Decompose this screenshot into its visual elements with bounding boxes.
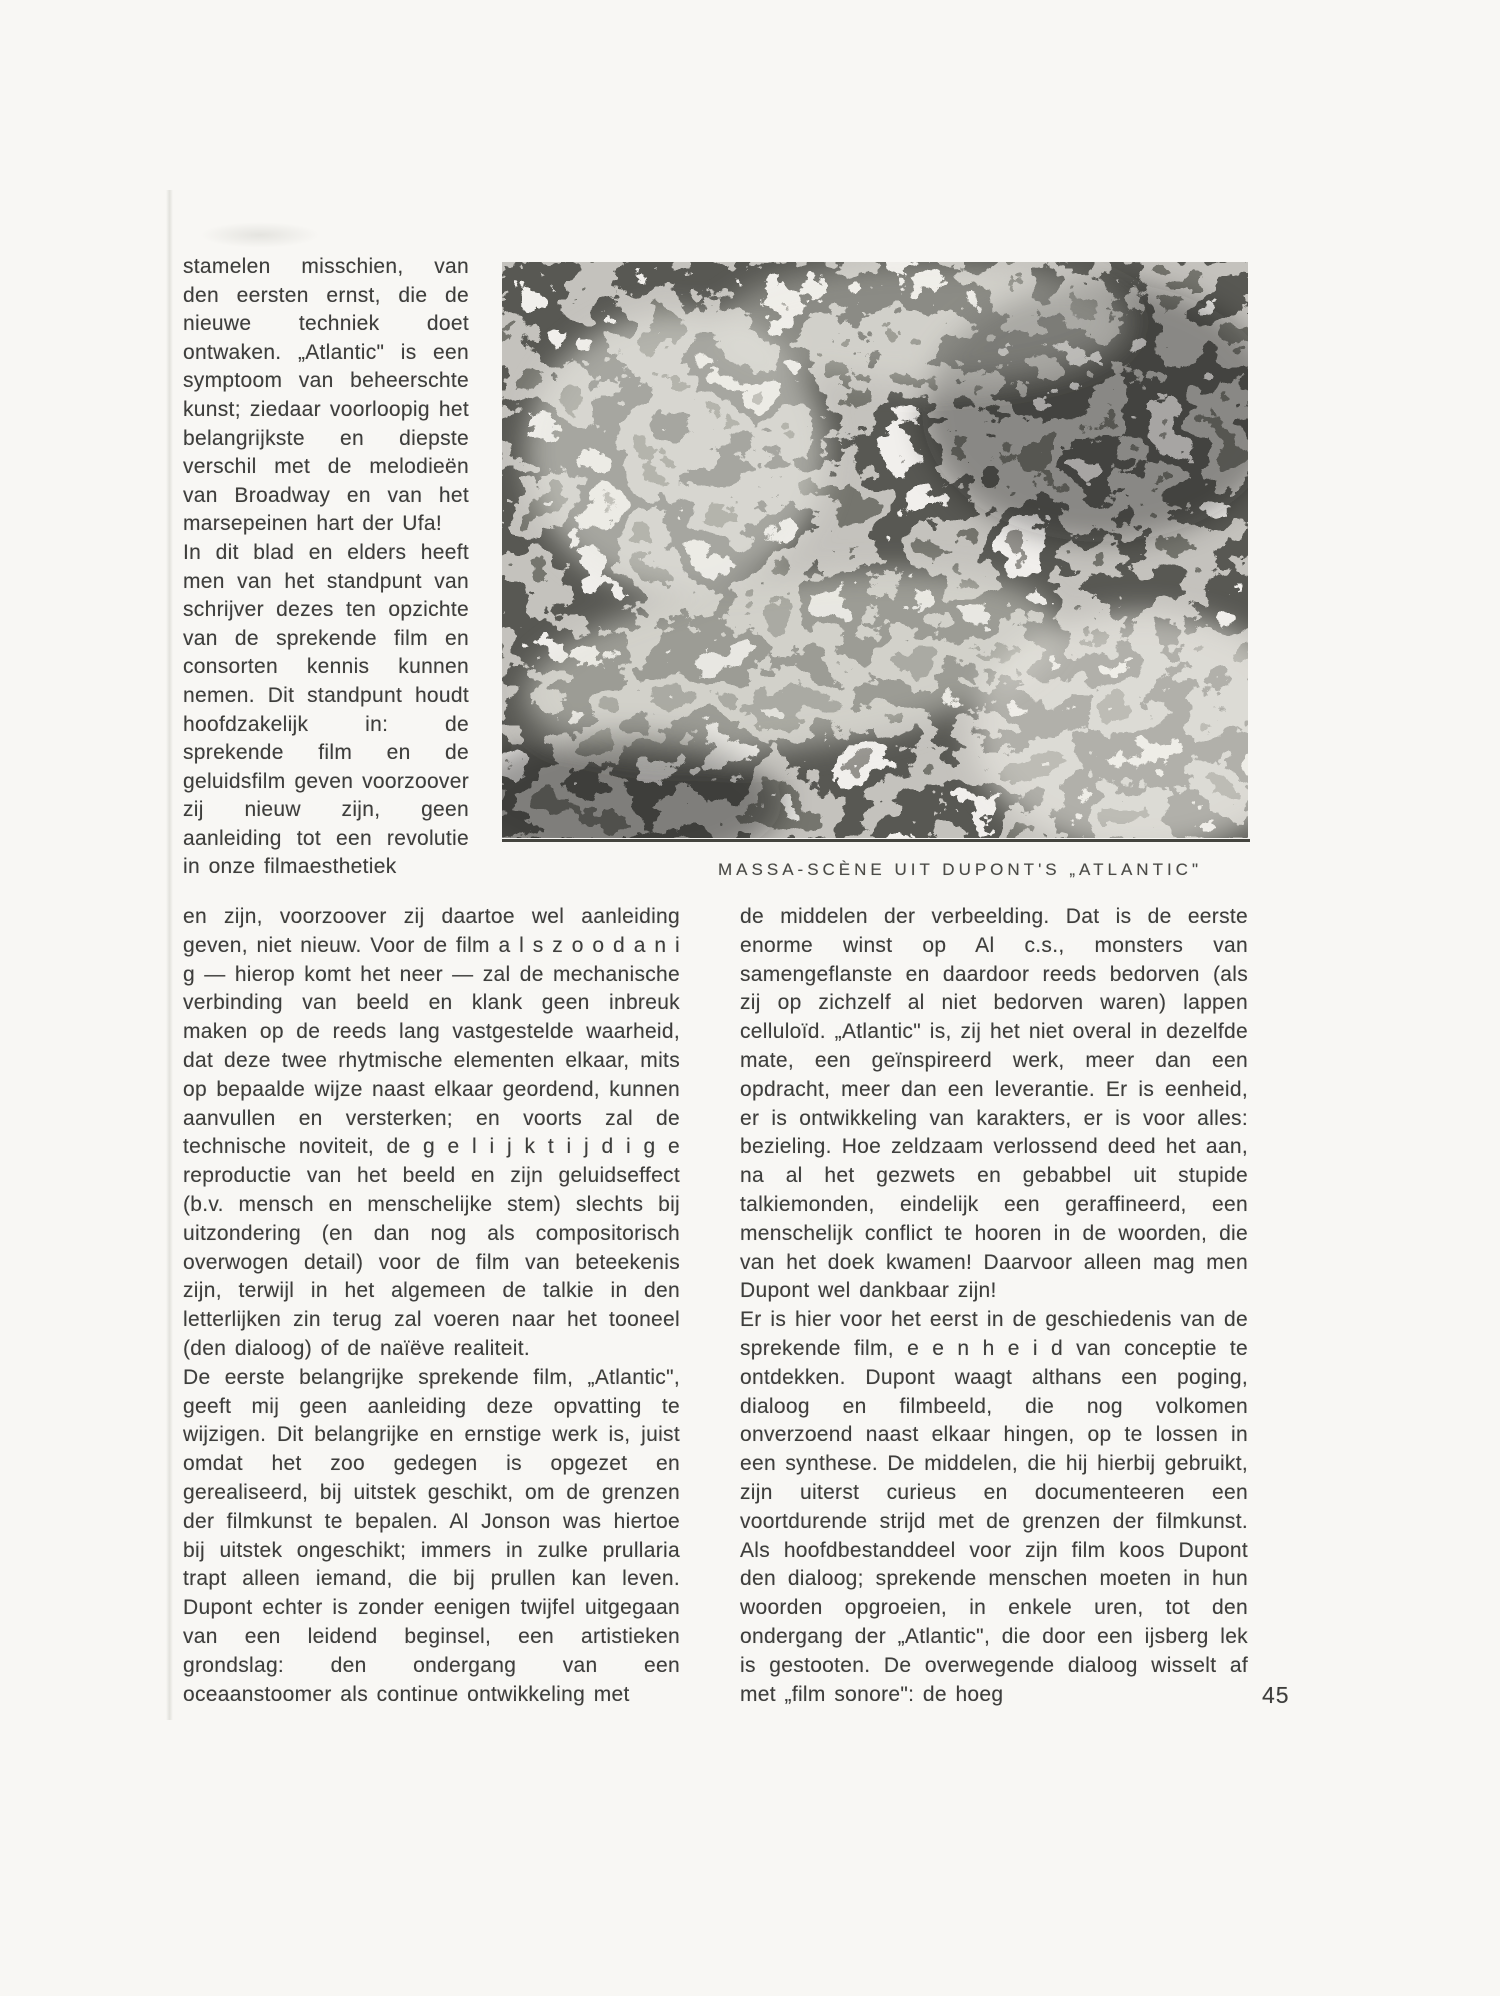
scan-artifact-streak [166,190,173,1720]
paragraph: De eerste belangrijke sprekende film, „Atlantic", geeft mij geen aanleiding deze opvatting te wijzigen. Dit belangrijke en ernstige werk is, juist omdat het zoo gedegen is opgezet en gerealiseerd, bij uitstek geschikt, om de grenzen der filmkunst te bepalen. Al Jonson was hiertoe bij uitstek ongeschikt; immers in zulke prullaria trapt alleen iemand, die bij prullen kan leven. Dupont echter is zonder eenigen twijfel uitgegaan van een leidend beginsel, een artistieken grondslag: den ondergang van een oceaanstoomer als continue ontwikkeling met [183,1365,680,1706]
narrow-text-column [183,253,469,882]
paragraph: en zijn, voorzoover zij daartoe wel aanleiding geven, niet nieuw. Voor de film a l s z o o d a n i g — hierop komt het neer — zal de mechanische verbinding van beeld en klank geen inbreuk maken op de reeds lang vastgestelde waarheid, dat deze twee rhytmische elementen elkaar, mits op bepaalde wijze naast elkaar geordend, kunnen aanvullen en versterken; en voorts zal de technische noviteit, de g e l i j k t i j d i g e reproductie van het beeld en zijn geluidseffect (b.v. mensch en menschelijke stem) slechts bij uitzondering (en dan nog als compositorisch overwogen detail) voor de film van beteekenis zijn, terwijl in het algemeen de talkie in den letterlijken zin terug zal voeren naar het tooneel (den dialoog) of de naïëve realiteit. [183,905,680,1360]
photo-caption: MASSA-SCÈNE UIT DUPONT'S „ATLANTIC" [718,860,1202,879]
paragraph: Er is hier voor het eerst in de geschiedenis van de sprekende film, e e n h e i d van conceptie te ontdekken. Dupont waagt althans een poging, dialoog en filmbeeld, die nog volkomen onverzoend naast elkaar hingen, op te lossen in een synthese. De middelen, die hij hierbij gebruikt, zijn uiterst curieus en documenteeren een voortdurende strijd met de grenzen der filmkunst. Als hoofdbestanddeel voor zijn film koos Dupont den dialoog; sprekende menschen moeten in hun woorden opgroeien, in enkele uren, tot den ondergang der „Atlantic", die door een ijsberg lek is gestooten. De overwegende dialoog wisselt af met „film sonore": de hoeg [740,1308,1248,1706]
massa-scene-photo [502,262,1248,838]
body-right-column [740,903,1248,1709]
paragraph: stamelen misschien, van den eersten ernst, die de nieuwe techniek doet ontwaken. „Atlantic" is een symptoom van beheerschte kunst; ziedaar voorloopig het belangrijkste en diepste verschil met de melodieën van Broadway en van het marsepeinen hart der Ufa! [183,255,469,536]
scan-artifact-smudge [200,222,320,248]
paragraph: de middelen der verbeelding. Dat is de eerste enorme winst op Al c.s., monsters van samengeflanste en daardoor reeds bedorven (als zij op zichzelf al niet bedorven waren) lappen celluloïd. „Atlantic" is, zij het niet overal in dezelfde mate, een geïnspireerd werk, meer dan een opdracht, meer dan een leverantie. Er is eenheid, er is ontwikkeling van karakters, er is voor alles: bezieling. Hoe zeldzaam verlossend deed het aan, na al het gezwets en gebabbel uit stupide talkiemonden, eindelijk een geraffineerd, een menschelijk conflict te hooren in de woorden, die van het doek kwamen! Daarvoor alleen mag men Dupont wel dankbaar zijn! [740,905,1248,1303]
photo-texture [502,262,1248,838]
body-left-column [183,903,680,1709]
photo-bottom-rule [502,839,1250,842]
paragraph: In dit blad en elders heeft men van het standpunt van schrijver dezes ten opzichte van de sprekende film en consorten kennis kunnen nemen. Dit standpunt houdt hoofdzakelijk in: de sprekende film en de geluidsfilm geven voorzoover zij nieuw zijn, geen aanleiding tot een revolutie in onze filmaesthetiek [183,540,469,879]
page-number: 45 [1262,1682,1290,1708]
